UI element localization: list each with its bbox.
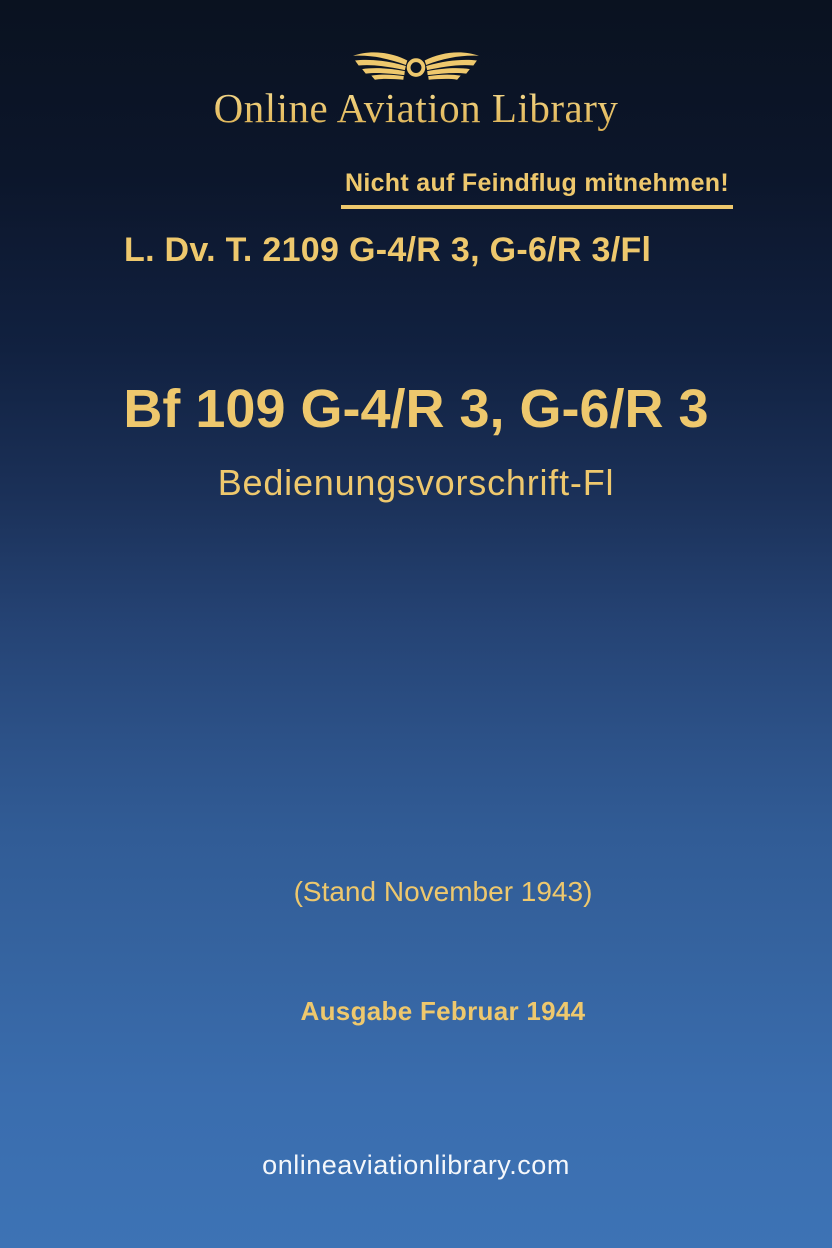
warning-notice	[341, 169, 733, 209]
aircraft-title: Bf 109 G-4/R 3, G-6/R 3	[123, 379, 709, 439]
edition-date	[0, 996, 832, 1027]
stand-date-text: (Stand November 1943)	[293, 876, 593, 907]
edition-date-text: Ausgabe Februar 1944	[300, 996, 586, 1026]
warning-notice-text: Nicht auf Feindflug mitnehmen!	[341, 169, 733, 209]
aviator-wings-icon	[350, 42, 482, 86]
website-url: onlineaviationlibrary.com	[262, 1150, 570, 1180]
stand-date-note	[0, 876, 832, 908]
document-number: L. Dv. T. 2109 G-4/R 3, G-6/R 3/Fl	[124, 231, 652, 269]
manual-subtitle: Bedienungsvorschrift-Fl	[217, 462, 615, 503]
library-title: Online Aviation Library	[0, 84, 832, 132]
